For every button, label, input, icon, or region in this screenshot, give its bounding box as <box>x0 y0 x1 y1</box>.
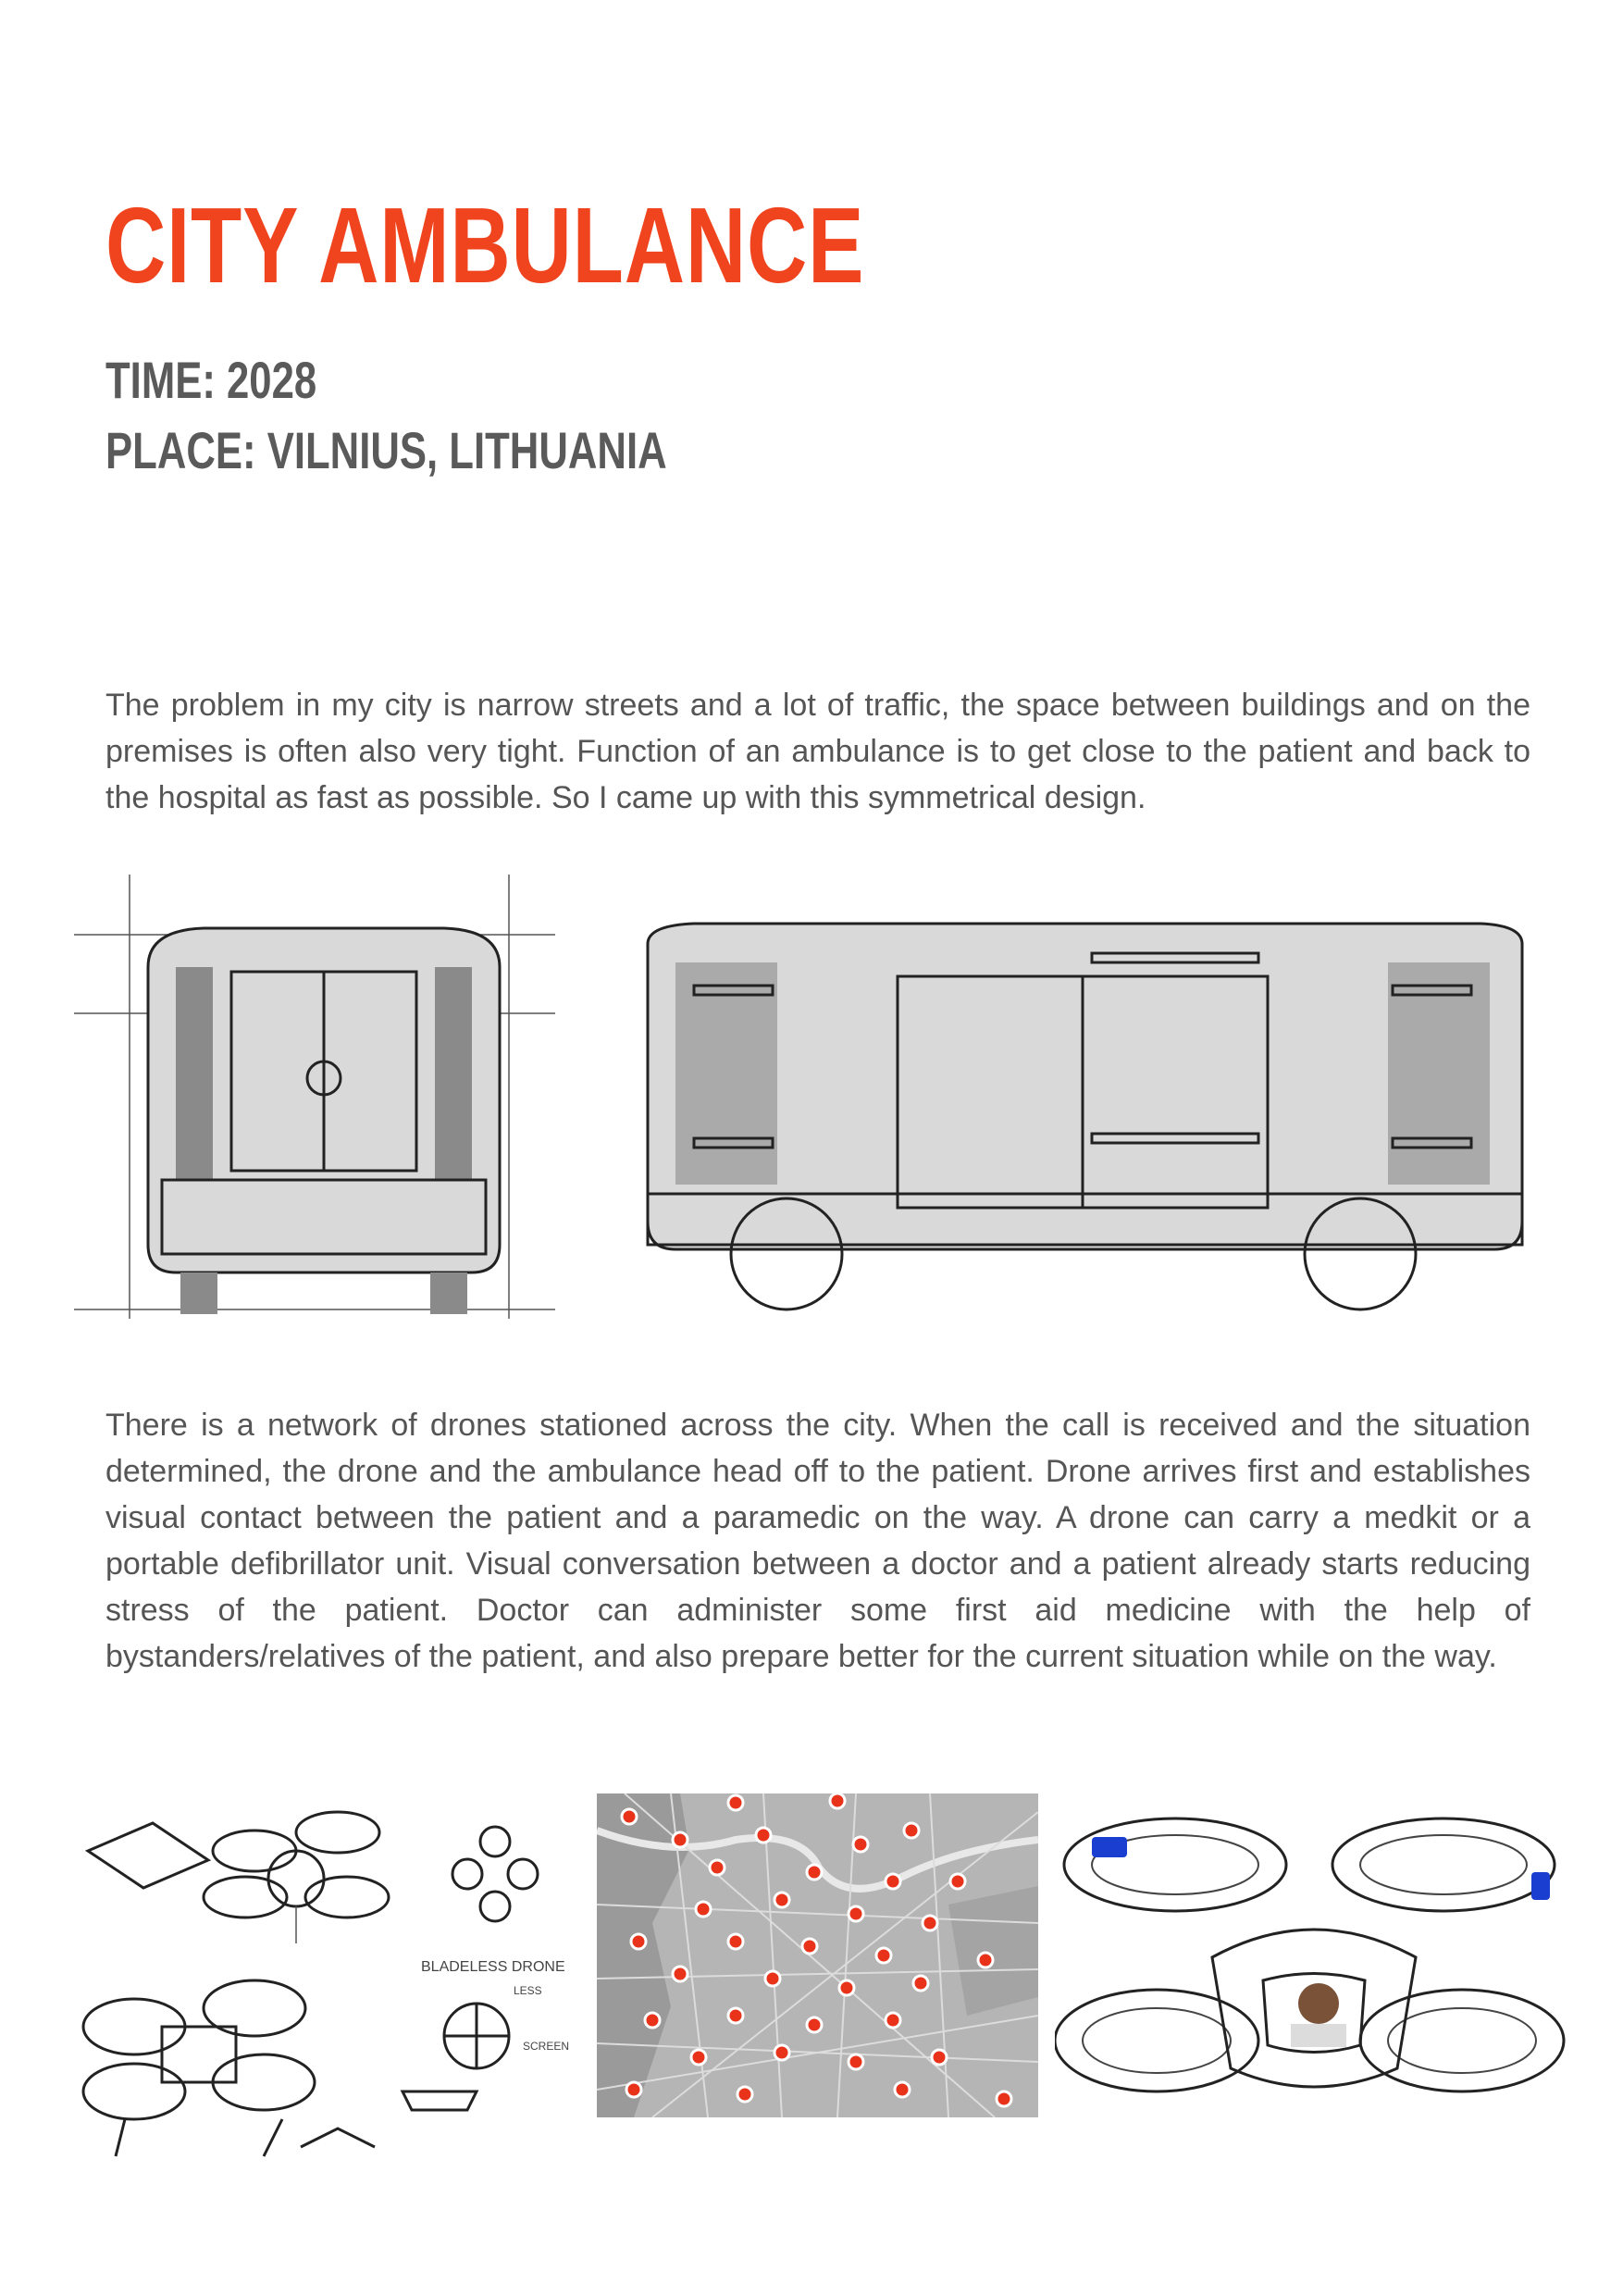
drone-concept-sketches <box>69 1786 569 2166</box>
city-drone-map <box>597 1793 1038 2117</box>
ambulance-front-sketch <box>74 875 564 1328</box>
drone-blue-light-right <box>1531 1872 1550 1900</box>
page-title: CITY AMBULANCE <box>105 185 865 305</box>
place-label: PLACE: VILNIUS, LITHUANIA <box>105 421 667 479</box>
sketch-note-1: LESS <box>514 1984 542 1997</box>
ambulance-side-sketch <box>620 888 1536 1323</box>
sketch-note-2: SCREEN <box>523 2040 569 2053</box>
sketch-note-bladeless: BLADELESS DRONE <box>421 1959 565 1975</box>
intro-paragraph: The problem in my city is narrow streets and a lot of traffic, the space between buildings and on the premises is often also very tight. Function of an ambulance is to get close to the patient and back to the hospital as fast as possible. So I came up with this symmetrical design. <box>105 688 1530 815</box>
drone-paragraph: There is a network of drones stationed across the city. When the call is received and the situation determined, the drone and the ambulance head off to the patient. Drone arrives first and establishes visual contact between the patient and a paramedic on the way. A drone can carry a medkit or a portable defibrillator unit. Visual conversation between a doctor and a patient already starts reducing stress of the patient. Doctor can administer some first aid medicine with the help of bystanders/relatives of the patient, and also prepare better for the current situation while on the way. <box>105 1408 1530 1674</box>
time-label: TIME: 2028 <box>105 351 317 409</box>
drone-rendering <box>1055 1791 1573 2142</box>
drone-blue-light-left <box>1092 1837 1127 1857</box>
